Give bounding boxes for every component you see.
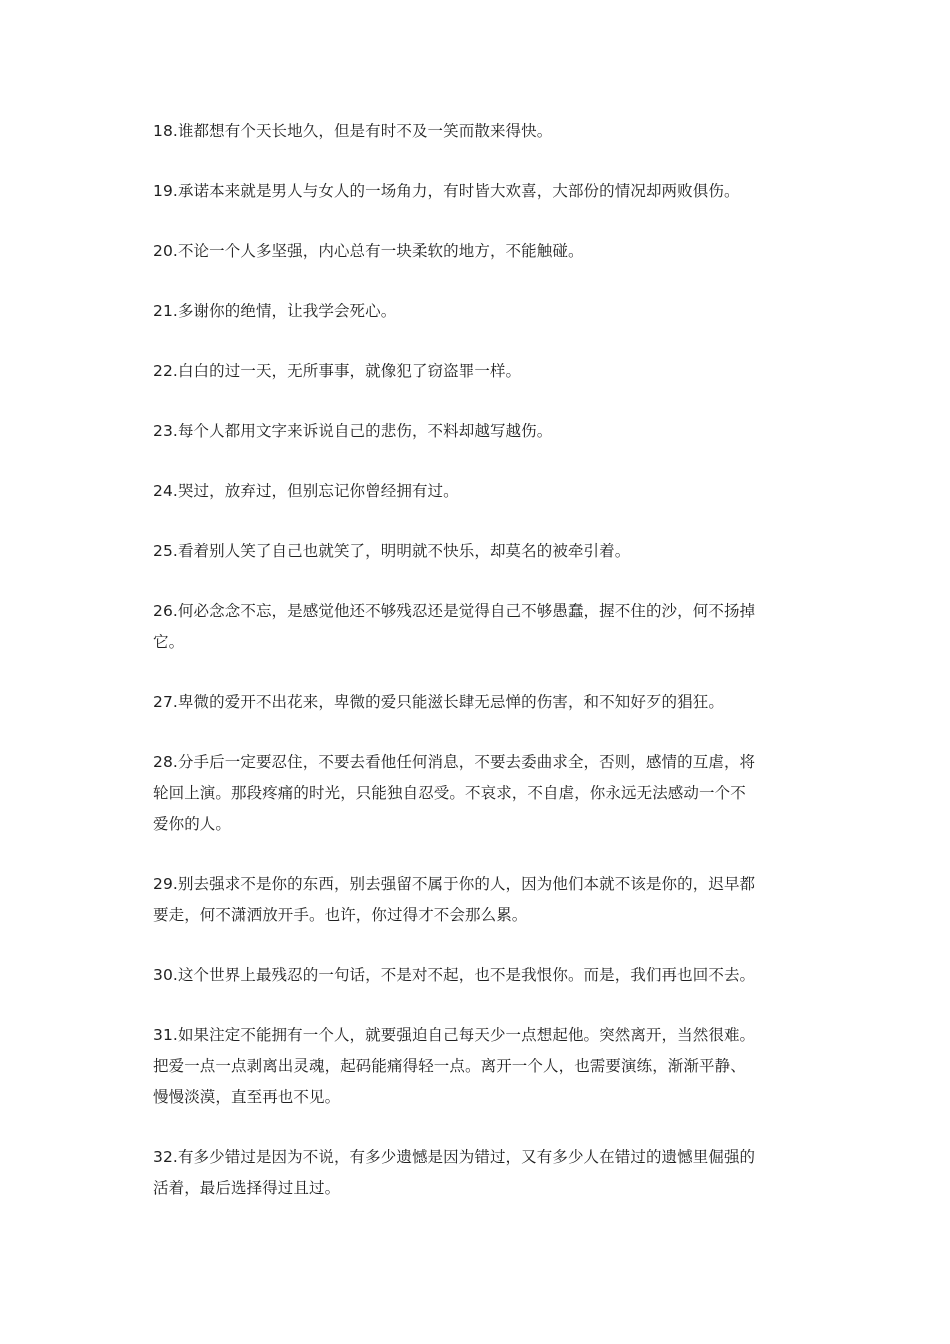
quote-line: 轮回上演。那段疼痛的时光，只能独自忍受。不哀求，不自虐，你永远无法感动一个不	[153, 784, 746, 802]
quote-line: 27.卑微的爱开不出花来，卑微的爱只能滋长肆无忌惮的伤害，和不知好歹的猖狂。	[153, 693, 724, 711]
quote-line: 慢慢淡漠，直至再也不见。	[153, 1088, 341, 1106]
quote-line: 23.每个人都用文字来诉说自己的悲伤，不料却越写越伤。	[153, 422, 553, 440]
quote-line: 19.承诺本来就是男人与女人的一场角力，有时皆大欢喜，大部份的情况却两败俱伤。	[153, 182, 740, 200]
quote-line: 把爱一点一点剥离出灵魂，起码能痛得轻一点。离开一个人，也需要演练，渐渐平静、	[153, 1057, 746, 1075]
quote-paragraph	[153, 356, 803, 387]
quote-line: 它。	[153, 633, 185, 651]
quote-paragraph	[153, 296, 803, 327]
quote-line: 30.这个世界上最残忍的一句话，不是对不起，也不是我恨你。而是，我们再也回不去。	[153, 966, 756, 984]
quote-line: 28.分手后一定要忍住，不要去看他任何消息，不要去委曲求全，否则，感情的互虐，将	[153, 753, 756, 771]
quote-line: 26.何必念念不忘，是感觉他还不够残忍还是觉得自己不够愚蠢，握不住的沙，何不扬掉	[153, 602, 756, 620]
quote-paragraph	[153, 747, 803, 840]
quote-paragraph	[153, 687, 803, 718]
quote-line: 22.白白的过一天，无所事事，就像犯了窃盗罪一样。	[153, 362, 522, 380]
quote-line: 31.如果注定不能拥有一个人，就要强迫自己每天少一点想起他。突然离开，当然很难。	[153, 1026, 756, 1044]
quote-paragraph	[153, 869, 803, 931]
quote-paragraph	[153, 1020, 803, 1113]
quote-paragraph	[153, 1142, 803, 1204]
quote-list	[153, 116, 803, 1233]
quote-paragraph	[153, 596, 803, 658]
quote-paragraph	[153, 116, 803, 147]
quote-line: 29.别去强求不是你的东西，别去强留不属于你的人，因为他们本就不该是你的，迟早都	[153, 875, 756, 893]
quote-paragraph	[153, 176, 803, 207]
quote-paragraph	[153, 960, 803, 991]
quote-line: 24.哭过，放弃过，但别忘记你曾经拥有过。	[153, 482, 459, 500]
quote-line: 爱你的人。	[153, 815, 232, 833]
quote-line: 要走，何不潇洒放开手。也许，你过得才不会那么累。	[153, 906, 528, 924]
quote-paragraph	[153, 536, 803, 567]
quote-paragraph	[153, 476, 803, 507]
quote-paragraph	[153, 236, 803, 267]
quote-paragraph	[153, 416, 803, 447]
quote-line: 32.有多少错过是因为不说，有多少遗憾是因为错过，又有多少人在错过的遗憾里倔强的	[153, 1148, 756, 1166]
quote-line: 18.谁都想有个天长地久，但是有时不及一笑而散来得快。	[153, 122, 553, 140]
quote-line: 20.不论一个人多坚强，内心总有一块柔软的地方，不能触碰。	[153, 242, 584, 260]
quote-line: 21.多谢你的绝情，让我学会死心。	[153, 302, 397, 320]
quote-line: 25.看着别人笑了自己也就笑了，明明就不快乐，却莫名的被牵引着。	[153, 542, 631, 560]
quote-line: 活着，最后选择得过且过。	[153, 1179, 341, 1197]
